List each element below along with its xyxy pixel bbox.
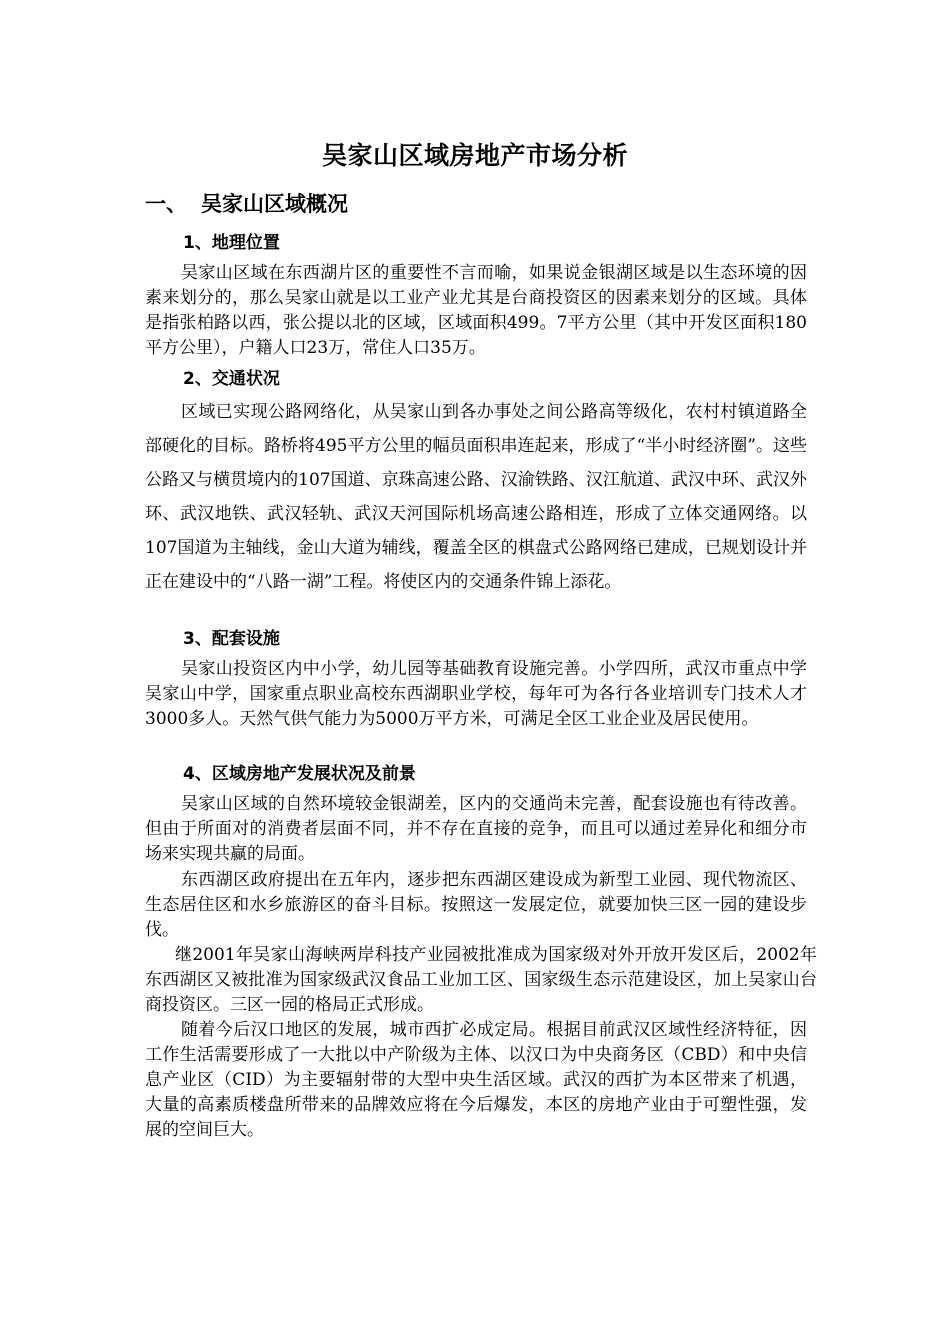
paragraph-traffic: 区域已实现公路网络化，从吴家山到各办事处之间公路高等级化，农村村镇道路全部硬化的目标。路桥将495平方公里的幅员面积串连起来，形成了“半小时经济圈”。这些公路又与横贯境内的107国道、京珠高速公路、汉渝铁路、汉江航道、武汉中环、武汉外环、武汉地铁、武汉轻轨、武汉天河国际机场高速公路相连，形成了立体交通网络。以107国道为主轴线，金山大道为辅线，覆盖全区的棋盘式公路网络已建成，已规划设计并正在建设中的“八路一湖”工程。将使区内的交通条件锦上添花。 [145,402,807,592]
section-heading [145,188,348,218]
paragraph-outlook-4: 随着今后汉口地区的发展，城市西扩必成定局。根据目前武汉区域性经济特征，因工作生活需要形成了一大批以中产阶级为主体、以汉口为中央商务区（CBD）和中央信息产业区（CID）为主要辐射带的大型中央生活区域。武汉的西扩为本区带来了机遇，大量的高素质楼盘所带来的品牌效应将在今后爆发，本区的房地产业由于可塑性强，发展的空间巨大。 [145,1020,807,1140]
subsection-heading-outlook: 4、区域房地产发展状况及前景 [183,764,416,784]
subsection-heading-location: 1、地理位置 [183,233,280,253]
paragraph-location: 吴家山区域在东西湖片区的重要性不言而喻，如果说金银湖区域是以生态环境的因素来划分的，那么吴家山就是以工业产业尤其是台商投资区的因素来划分的区域。具体是指张柏路以西，张公提以北的区域，区域面积499。7平方公里（其中开发区面积180平方公里），户籍人口23万，常住人口35万。 [145,263,807,358]
document-title: 吴家山区域房地产市场分析 [321,141,628,170]
section-title: 吴家山区域概况 [201,192,348,216]
subsection-heading-traffic: 2、交通状况 [183,369,280,389]
paragraph-facilities: 吴家山投资区内中小学，幼儿园等基础教育设施完善。小学四所，武汉市重点中学吴家山中学，国家重点职业高校东西湖职业学校，每年可为各行各业培训专门技术人才3000多人。天然气供气能力为5000万平方米，可满足全区工业企业及居民使用。 [145,659,807,729]
paragraph-outlook-3: 继2001年吴家山海峡两岸科技产业园被批准成为国家级对外开放开发区后，2002年东西湖区又被批准为国家级武汉食品工业加工区、国家级生态示范建设区，加上吴家山台商投资区。三区一园的格局正式形成。 [145,945,817,1015]
subsection-heading-facilities: 3、配套设施 [183,629,280,649]
paragraph-outlook-2: 东西湖区政府提出在五年内，逐步把东西湖区建设成为新型工业园、现代物流区、生态居住区和水乡旅游区的奋斗目标。按照这一发展定位，就要加快三区一园的建设步伐。 [145,870,807,940]
paragraph-outlook-1: 吴家山区域的自然环境较金银湖差，区内的交通尚未完善，配套设施也有待改善。但由于所面对的消费者层面不同，并不存在直接的竞争，而且可以通过差异化和细分市场来实现共赢的局面。 [145,794,807,864]
section-number: 一、 [145,192,187,216]
